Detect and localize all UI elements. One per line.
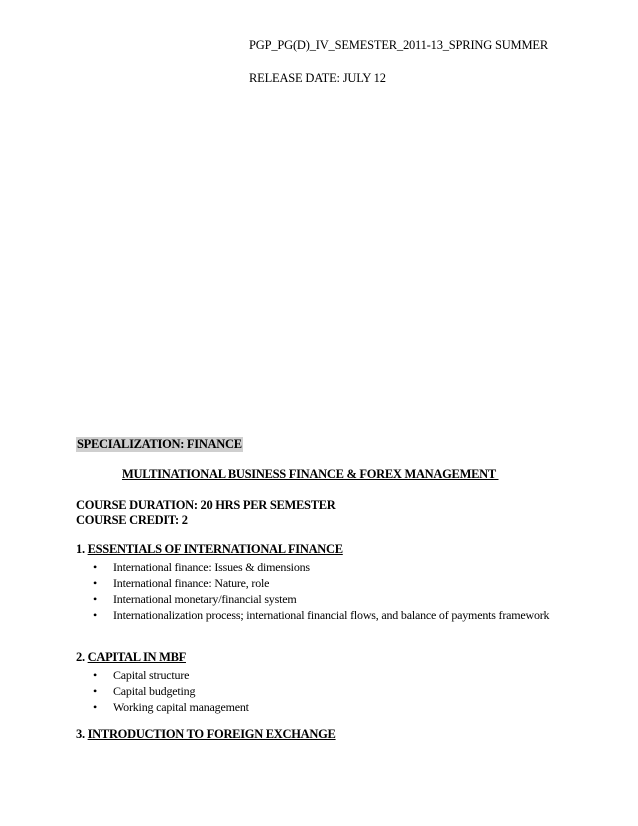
bullet-icon: • — [93, 608, 98, 622]
list-item — [76, 559, 566, 575]
list-item-text: International monetary/financial system — [113, 592, 297, 606]
list-item-text: Working capital management — [113, 700, 249, 714]
list-item-text: International finance: Issues & dimensions — [113, 560, 310, 574]
list-item — [76, 667, 566, 683]
section-number: 2. — [76, 650, 88, 664]
list-item-text: International finance: Nature, role — [113, 576, 270, 590]
section-heading — [76, 650, 566, 665]
section-title: ESSENTIALS OF INTERNATIONAL FINANCE — [87, 542, 343, 556]
bullet-icon: • — [93, 668, 98, 682]
list-item — [76, 591, 566, 607]
list-item-text: Internationalization process; international financial flows, and balance of payments framework — [113, 608, 550, 622]
section-capital-in-mbf — [76, 650, 566, 715]
bullet-icon: • — [93, 700, 98, 714]
topic-list — [76, 667, 566, 715]
course-title: MULTINATIONAL BUSINESS FINANCE & FOREX MANAGEMENT — [122, 467, 499, 481]
list-item — [76, 683, 566, 699]
section-essentials-international-finance — [76, 542, 566, 623]
bullet-icon: • — [93, 592, 98, 606]
list-item — [76, 607, 566, 623]
section-heading — [76, 542, 566, 557]
section-heading — [76, 727, 566, 742]
specialization-label: SPECIALIZATION: FINANCE — [77, 437, 242, 451]
section-number: 1. — [76, 542, 88, 556]
header-semester-line: PGP_PG(D)_IV_SEMESTER_2011-13_SPRING SUMMER — [249, 38, 548, 52]
course-duration: COURSE DURATION: 20 HRS PER SEMESTER — [76, 498, 336, 512]
bullet-icon: • — [93, 560, 98, 574]
bullet-icon: • — [93, 576, 98, 590]
list-item-text: Capital budgeting — [113, 684, 196, 698]
header-release-date: RELEASE DATE: JULY 12 — [249, 71, 386, 85]
topic-list — [76, 559, 566, 623]
section-title: INTRODUCTION TO FOREIGN EXCHANGE — [87, 727, 336, 741]
bullet-icon: • — [93, 684, 98, 698]
section-introduction-foreign-exchange — [76, 727, 566, 742]
list-item — [76, 575, 566, 591]
list-item — [76, 699, 566, 715]
course-credit: COURSE CREDIT: 2 — [76, 513, 188, 527]
list-item-text: Capital structure — [113, 668, 190, 682]
section-number: 3. — [76, 727, 88, 741]
section-title: CAPITAL IN MBF — [87, 650, 186, 664]
